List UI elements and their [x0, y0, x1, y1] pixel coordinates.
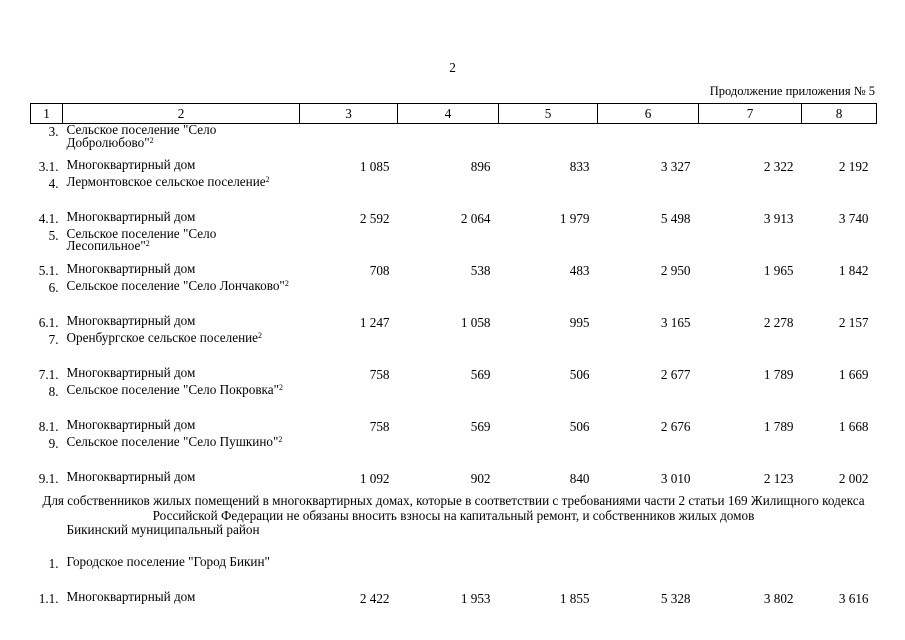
settlement-row: [31, 384, 877, 416]
settlement-row: [31, 228, 877, 260]
value-cell-col-7: 1 789: [763, 366, 794, 382]
value-cell-col-8: 1 668: [838, 418, 869, 434]
value-cell-col-3: [300, 332, 398, 364]
value-cell-col-6: 3 165: [660, 314, 691, 330]
value-cell-col-6: 2 950: [660, 262, 691, 278]
col-header-5: 5: [499, 104, 598, 124]
settlement-row: [31, 176, 877, 208]
value-cell-col-6: 5 328: [660, 590, 691, 606]
row-name: [63, 364, 300, 384]
row-index: 1.1.: [38, 590, 59, 606]
row-name: [63, 208, 300, 228]
row-index: 7.: [48, 331, 59, 347]
value-cell-col-8: [802, 524, 877, 556]
value-cell-col-8: [802, 124, 877, 156]
value-cell-col-7: 3 802: [763, 590, 794, 606]
value-cell-col-4: 902: [470, 470, 491, 486]
row-name-text: Сельское поселение "Село Лесопильное": [66, 225, 217, 253]
value-cell-col-3: [300, 556, 398, 588]
row-name-text: Сельское поселение "Село Пушкино": [66, 433, 279, 449]
value-cell-col-4: 569: [470, 366, 491, 382]
value-cell-col-7: [699, 228, 802, 260]
value-cell-col-6: 3 010: [660, 470, 691, 486]
value-cell-col-3: 1 247: [359, 314, 390, 330]
row-name-text: Многоквартирный дом: [66, 312, 196, 328]
value-cell-col-8: 3 616: [838, 590, 869, 606]
value-cell-col-5: [499, 332, 598, 364]
row-name-text: Многоквартирный дом: [66, 260, 196, 276]
value-cell-col-5: [499, 124, 598, 156]
value-cell-col-5: 833: [569, 158, 590, 174]
value-cell-col-3: [300, 176, 398, 208]
value-cell-col-5: [499, 384, 598, 416]
settlement-row: [31, 332, 877, 364]
row-index: [31, 524, 63, 556]
value-cell-col-4: [398, 280, 499, 312]
value-cell-col-7: [699, 384, 802, 416]
value-cell-col-5: 1 855: [559, 590, 590, 606]
row-name-text: Сельское поселение "Село Покровка": [66, 381, 279, 397]
row-name-text: Многоквартирный дом: [66, 416, 196, 432]
value-cell-col-8: [802, 228, 877, 260]
value-cell-col-6: [598, 176, 699, 208]
value-cell-col-6: 3 327: [660, 158, 691, 174]
row-name: [63, 156, 300, 176]
row-index: 3.: [48, 124, 59, 139]
value-cell-col-7: 2 278: [763, 314, 794, 330]
value-cell-col-7: 2 123: [763, 470, 794, 486]
value-cell-col-3: [300, 124, 398, 156]
value-cell-col-5: [499, 280, 598, 312]
row-index: 5.1.: [38, 262, 59, 278]
row-name-text: Оренбургское сельское поселение: [66, 329, 259, 345]
row-index: 4.: [48, 175, 59, 191]
value-cell-col-3: [300, 524, 398, 556]
col-header-6: 6: [598, 104, 699, 124]
value-cell-col-7: 2 322: [763, 158, 794, 174]
value-cell-col-8: [802, 384, 877, 416]
settlement-name: [63, 225, 300, 260]
value-cell-col-6: [598, 124, 699, 156]
footnote-marker: 2: [278, 434, 283, 444]
value-cell-col-3: 1 092: [359, 470, 390, 486]
tariff-table: [30, 103, 877, 608]
value-cell-col-4: [398, 332, 499, 364]
value-cell-col-7: [699, 280, 802, 312]
row-name-text: Многоквартирный дом: [66, 364, 196, 380]
value-cell-col-8: 2 157: [838, 314, 869, 330]
settlement-name: [63, 553, 300, 588]
row-name-text: Городское поселение "Город Бикин": [66, 553, 270, 569]
section-note: Для собственников жилых помещений в многоквартирных домах, которые в соответствии с требованиями части 2 статьи 169 Жилищного кодекса Российской Федерации не обязаны вносить взносы на капитальный ремонт, и собственников жилых домов: [42, 492, 865, 523]
value-cell-col-5: 506: [569, 366, 590, 382]
district-row: [31, 524, 877, 556]
value-cell-col-6: 5 498: [660, 210, 691, 226]
value-cell-col-6: 2 676: [660, 418, 691, 434]
row-name: [63, 588, 300, 608]
col-header-4: 4: [398, 104, 499, 124]
value-cell-col-7: [699, 524, 802, 556]
table-body: [31, 124, 877, 608]
value-cell-col-7: [699, 124, 802, 156]
value-cell-col-6: [598, 228, 699, 260]
value-cell-col-4: [398, 384, 499, 416]
table-row: [31, 208, 877, 228]
value-cell-col-3: 1 085: [359, 158, 390, 174]
value-cell-col-5: 483: [569, 262, 590, 278]
col-header-2: 2: [63, 104, 300, 124]
col-header-3: 3: [300, 104, 398, 124]
value-cell-col-6: [598, 436, 699, 468]
value-cell-col-3: 758: [369, 418, 390, 434]
row-name-text: Бикинский муниципальный район: [66, 521, 260, 537]
value-cell-col-8: [802, 176, 877, 208]
col-header-1: 1: [31, 104, 63, 124]
value-cell-col-4: 569: [470, 418, 491, 434]
value-cell-col-6: [598, 384, 699, 416]
value-cell-col-7: [699, 556, 802, 588]
settlement-name: [63, 381, 300, 416]
value-cell-col-4: [398, 556, 499, 588]
row-index: 5.: [48, 227, 59, 243]
row-index: 8.1.: [38, 418, 59, 434]
settlement-name: [63, 433, 300, 468]
value-cell-col-8: 2 192: [838, 158, 869, 174]
row-name: [63, 312, 300, 332]
col-header-7: 7: [699, 104, 802, 124]
row-index: 3.1.: [38, 158, 59, 174]
settlement-row: [31, 556, 877, 588]
value-cell-col-4: 538: [470, 262, 491, 278]
value-cell-col-3: 2 592: [359, 210, 390, 226]
settlement-name: [63, 277, 300, 312]
value-cell-col-4: 896: [470, 158, 491, 174]
value-cell-col-8: [802, 436, 877, 468]
value-cell-col-4: 1 058: [460, 314, 491, 330]
footnote-marker: 2: [145, 239, 150, 248]
value-cell-col-5: [499, 524, 598, 556]
continuation-caption: Продолжение приложения № 5: [709, 84, 875, 98]
value-cell-col-8: [802, 280, 877, 312]
value-cell-col-3: [300, 280, 398, 312]
value-cell-col-4: 1 953: [460, 590, 491, 606]
value-cell-col-6: [598, 280, 699, 312]
settlement-name: [63, 173, 300, 208]
table-row: [31, 364, 877, 384]
row-index: 6.: [48, 279, 59, 295]
value-cell-col-4: [398, 436, 499, 468]
settlement-row: [31, 280, 877, 312]
value-cell-col-5: 840: [569, 470, 590, 486]
table-row: [31, 260, 877, 280]
value-cell-col-3: 708: [369, 262, 390, 278]
row-index: 9.: [48, 435, 59, 451]
row-name-text: Многоквартирный дом: [66, 468, 196, 484]
row-index: 7.1.: [38, 366, 59, 382]
value-cell-col-7: [699, 176, 802, 208]
value-cell-col-5: [499, 436, 598, 468]
value-cell-col-3: [300, 228, 398, 260]
row-name-text: Лермонтовское сельское поселение: [66, 173, 266, 189]
table-row: [31, 468, 877, 488]
value-cell-col-3: [300, 384, 398, 416]
row-name-text: Многоквартирный дом: [66, 208, 196, 224]
value-cell-col-4: [398, 176, 499, 208]
value-cell-col-5: [499, 176, 598, 208]
footnote-marker: 2: [284, 278, 289, 288]
value-cell-col-7: 3 913: [763, 210, 794, 226]
value-cell-col-8: [802, 332, 877, 364]
value-cell-col-3: [300, 436, 398, 468]
row-name-text: Многоквартирный дом: [66, 156, 196, 172]
footnote-marker: 2: [279, 382, 283, 392]
value-cell-col-5: 506: [569, 418, 590, 434]
value-cell-col-4: [398, 124, 499, 156]
value-cell-col-8: 2 002: [838, 470, 869, 486]
value-cell-col-6: [598, 556, 699, 588]
value-cell-col-6: [598, 524, 699, 556]
row-index: 8.: [48, 383, 59, 399]
value-cell-col-8: 1 842: [838, 262, 869, 278]
value-cell-col-7: 1 789: [763, 418, 794, 434]
value-cell-col-8: 1 669: [838, 366, 869, 382]
row-name: [63, 260, 300, 280]
section-note-row: [31, 488, 877, 524]
table-row: [31, 156, 877, 176]
footnote-marker: 2: [149, 135, 154, 145]
row-index: 4.1.: [38, 210, 59, 226]
table-row: [31, 588, 877, 608]
table-row: [31, 416, 877, 436]
table-row: [31, 312, 877, 332]
row-index: 9.1.: [38, 470, 59, 486]
footnote-marker: 2: [265, 174, 270, 184]
column-number-header: [31, 104, 877, 124]
value-cell-col-5: [499, 228, 598, 260]
value-cell-col-8: 3 740: [838, 210, 869, 226]
row-name-text: Сельское поселение "Село Добролюбово": [66, 122, 217, 150]
settlement-name: [63, 329, 300, 364]
row-name: [63, 468, 300, 488]
value-cell-col-4: [398, 228, 499, 260]
row-name: [63, 416, 300, 436]
row-index: 1.: [48, 555, 59, 571]
footnote-marker: 2: [258, 330, 263, 340]
value-cell-col-7: 1 965: [763, 262, 794, 278]
row-name-text: Сельское поселение "Село Лончаково": [66, 277, 285, 293]
value-cell-col-6: [598, 332, 699, 364]
page-number: 2: [449, 60, 456, 75]
settlement-row: [31, 124, 877, 156]
district-name: [63, 521, 300, 556]
col-header-8: 8: [802, 104, 877, 124]
value-cell-col-7: [699, 332, 802, 364]
value-cell-col-8: [802, 556, 877, 588]
value-cell-col-5: 1 979: [559, 210, 590, 226]
value-cell-col-5: [499, 556, 598, 588]
value-cell-col-7: [699, 436, 802, 468]
value-cell-col-4: 2 064: [460, 210, 491, 226]
value-cell-col-3: 2 422: [359, 590, 390, 606]
value-cell-col-6: 2 677: [660, 366, 691, 382]
settlement-name: [63, 124, 300, 156]
row-name-text: Многоквартирный дом: [66, 588, 196, 604]
value-cell-col-3: 758: [369, 366, 390, 382]
value-cell-col-4: [398, 524, 499, 556]
value-cell-col-5: 995: [569, 314, 590, 330]
row-index: 6.1.: [38, 314, 59, 330]
settlement-row: [31, 436, 877, 468]
